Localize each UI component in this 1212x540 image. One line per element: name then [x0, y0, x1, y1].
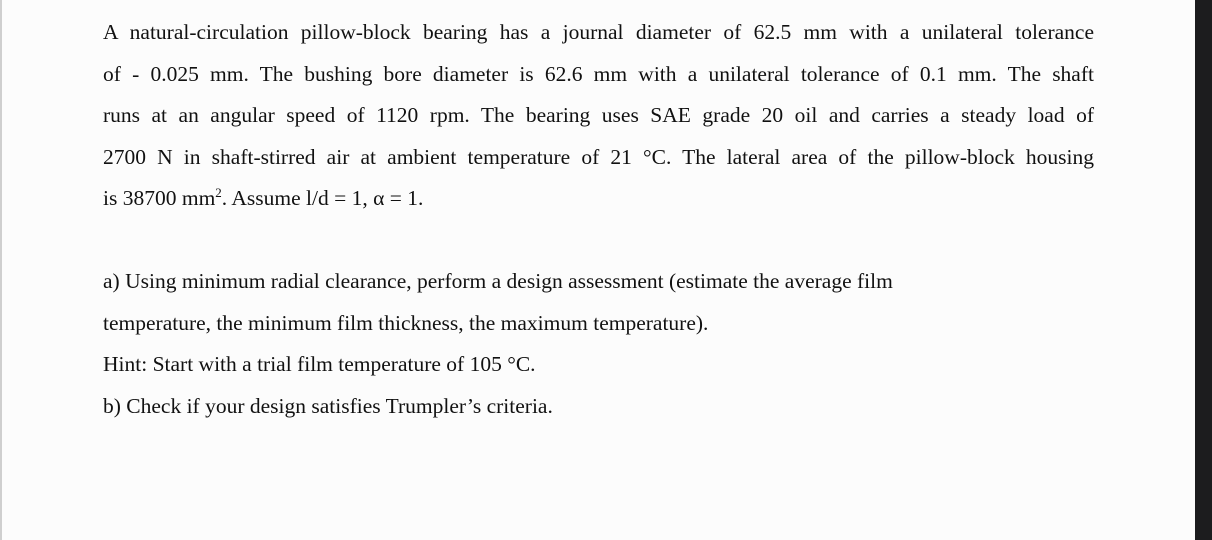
question-a-continued: temperature, the minimum film thickness, the maximum temperature). [103, 311, 709, 335]
question-a: a) Using minimum radial clearance, perform a design assessment (estimate the average film [103, 269, 893, 293]
question-b: b) Check if your design satisfies Trumpler’s criteria. [103, 394, 553, 418]
hint: Hint: Start with a trial film temperature of 105 °C. [103, 352, 536, 376]
window-edge [1195, 0, 1212, 540]
superscript: 2 [215, 184, 222, 200]
text: . Assume l/d = 1, α = 1. [221, 186, 424, 210]
problem-line: A natural-circulation pillow-block bearing has a journal diameter of 62.5 mm with a unilateral tolerance [103, 20, 1094, 44]
problem-line: 2700 N in shaft-stirred air at ambient temperature of 21 °C. The lateral area of the pillow-block housing [103, 145, 1094, 169]
left-border [0, 0, 2, 540]
text: is 38700 mm [103, 186, 216, 210]
problem-line: runs at an angular speed of 1120 rpm. The bearing uses SAE grade 20 oil and carries a steady load of [103, 103, 1094, 127]
problem-line [103, 185, 423, 211]
problem-line: of - 0.025 mm. The bushing bore diameter is 62.6 mm with a unilateral tolerance of 0.1 mm. The shaft [103, 62, 1094, 86]
